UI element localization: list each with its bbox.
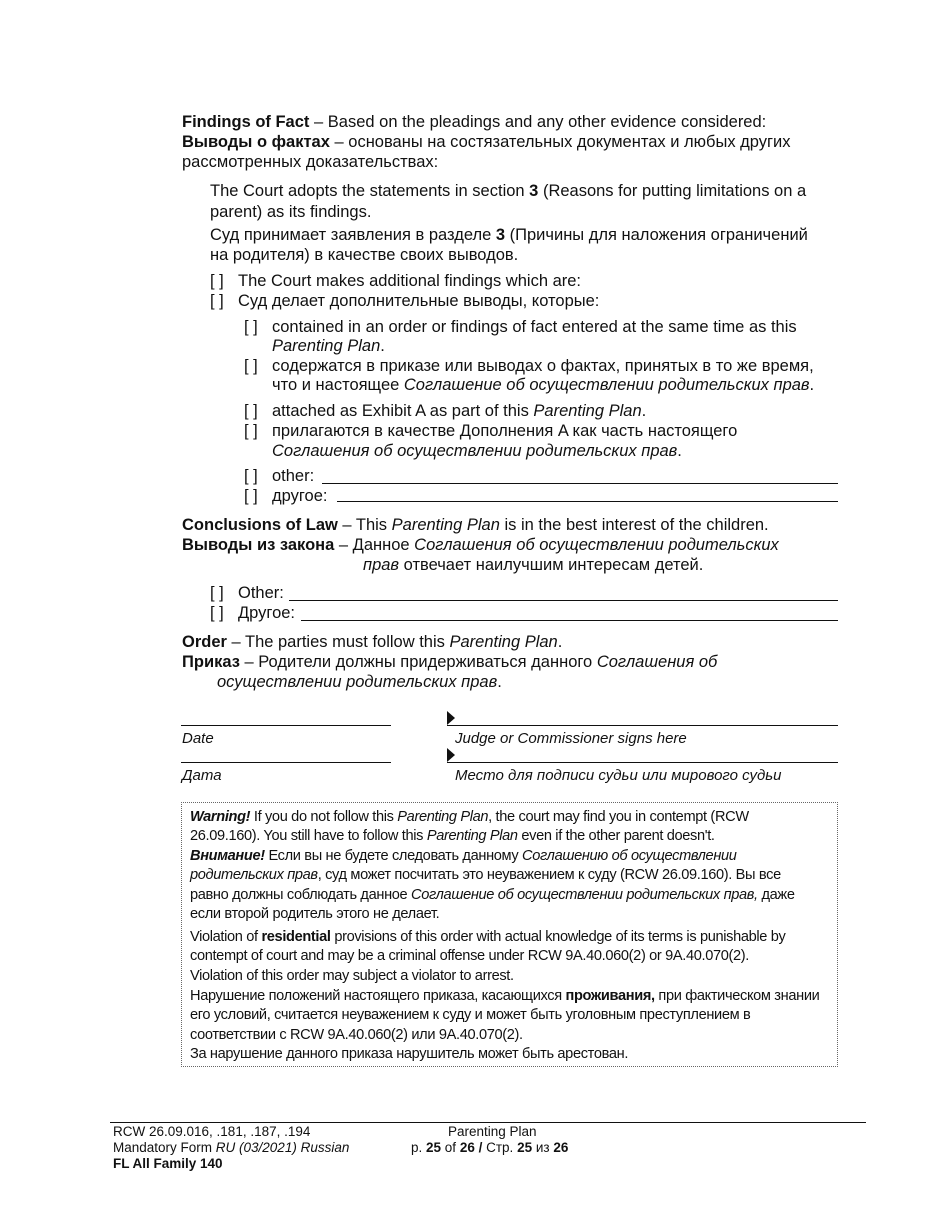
conclusions-ru-line2: прав отвечает наилучшим интересам детей. [363,556,704,574]
other-en-field[interactable] [322,483,838,484]
date-line[interactable] [181,725,391,726]
date-line-ru[interactable] [181,762,391,763]
warning-ru-line2: родительских прав, суд может посчитать это неуважением к суду (RCW 26.09.160). Вы все [190,867,781,883]
additional-findings-en: [ ] The Court makes additional findings which are: [210,272,582,290]
checkbox[interactable]: [ ] [244,318,258,336]
other-ru-field[interactable] [337,501,838,502]
violation-en-line1: Violation of residential provisions of this order with actual knowledge of its terms is punishable by [190,929,786,945]
checkbox[interactable]: [ ] [210,272,224,290]
order-ru-line2: осуществлении родительских прав. [217,673,502,691]
checkbox[interactable]: [ ] [244,467,258,485]
conclusions-other-en: [ ] Other: [210,584,284,602]
violation-ru-line1: Нарушение положений настоящего приказа, касающихся проживания, при фактическом знании [190,988,820,1004]
warning-ru-line4: если второй родитель этого не делает. [190,906,440,922]
conclusions-other-ru-field[interactable] [301,620,838,621]
checkbox[interactable]: [ ] [210,584,224,602]
footer-page-number: p. 25 of 26 / Стр. 25 из 26 [411,1140,569,1155]
date-label-en: Date [182,730,214,747]
violation-en-line3: Violation of this order may subject a violator to arrest. [190,968,514,984]
adopt-en-line1: The Court adopts the statements in section 3 (Reasons for putting limitations on a [210,182,807,200]
date-label-ru: Дата [182,767,222,784]
footer-rcw: RCW 26.09.016, .181, .187, .194 [113,1124,311,1139]
conclusions-en: Conclusions of Law – This Parenting Plan is in the best interest of the children. [182,516,769,534]
order-en: Order – The parties must follow this Parenting Plan. [182,633,563,651]
violation-ru-line4: За нарушение данного приказа нарушитель может быть арестован. [190,1046,629,1062]
violation-en-line2: contempt of court and may be a criminal offense under RCW 9A.40.060(2) or 9A.40.070(2). [190,948,750,964]
adopt-ru-line2: на родителя) в качестве своих выводов. [210,246,519,264]
checkbox[interactable]: [ ] [244,357,258,375]
footer-form-id: FL All Family 140 [113,1156,223,1171]
contained-ru-line2: что и настоящее Соглашение об осуществлении родительских прав. [272,376,815,394]
warning-en-line1: Warning! If you do not follow this Parenting Plan, the court may find you in contempt (RCW [190,809,749,825]
footer-title: Parenting Plan [448,1124,537,1139]
findings-text-ru: рассмотренных доказательствах: [182,153,439,171]
attached-ru: [ ] прилагаются в качестве Дополнения A как часть настоящего [244,422,738,440]
conclusions-other-ru: [ ] Другое: [210,604,296,622]
findings-heading-en: Findings of Fact – Based on the pleadings and any other evidence considered: [182,113,767,131]
warning-box [181,802,838,1067]
findings-heading-ru: Выводы о фактах – основаны на состязательных документах и любых других [182,133,791,151]
judge-label-en: Judge or Commissioner signs here [455,730,687,747]
checkbox[interactable]: [ ] [210,604,224,622]
sign-here-arrow-icon [447,711,455,725]
adopt-ru-line1: Суд принимает заявления в разделе 3 (Причины для наложения ограничений [210,226,808,244]
contained-en: [ ] contained in an order or findings of fact entered at the same time as this [244,318,797,336]
violation-ru-line3: соответствии с RCW 9A.40.060(2) или 9A.40.070(2). [190,1027,523,1043]
sign-here-arrow-icon [447,748,455,762]
checkbox[interactable]: [ ] [244,487,258,505]
other-ru: [ ] другое: [244,487,328,505]
order-ru: Приказ – Родители должны придерживаться данного Соглашения об [182,653,718,671]
footer-mandatory-form: Mandatory Form RU (03/2021) Russian [113,1140,350,1155]
attached-ru-line2: Соглашения об осуществлении родительских прав. [272,442,682,460]
checkbox[interactable]: [ ] [244,402,258,420]
warning-ru-line1: Внимание! Если вы не будете следовать данному Соглашению об осуществлении [190,848,737,864]
additional-findings-ru: [ ] Суд делает дополнительные выводы, которые: [210,292,600,310]
adopt-en-line2: parent) as its findings. [210,203,372,221]
other-en: [ ] other: [244,467,315,485]
attached-en: [ ] attached as Exhibit A as part of this Parenting Plan. [244,402,647,420]
checkbox[interactable]: [ ] [244,422,258,440]
conclusions-ru: Выводы из закона – Данное Соглашения об осуществлении родительских [182,536,779,554]
checkbox[interactable]: [ ] [210,292,224,310]
contained-ru: [ ] содержатся в приказе или выводах о фактах, принятых в то же время, [244,357,814,375]
warning-en-line2: 26.09.160). You still have to follow this Parenting Plan even if the other parent doesn't. [190,828,715,844]
judge-signature-line[interactable] [447,725,838,726]
violation-ru-line2: его условий, считается неуважением к суду и может быть уголовным преступлением в [190,1007,751,1023]
footer-divider [110,1122,866,1123]
conclusions-other-en-field[interactable] [289,600,838,601]
judge-label-ru: Место для подписи судьи или мирового судьи [455,767,782,784]
judge-signature-line-ru[interactable] [447,762,838,763]
contained-en-line2: Parenting Plan. [272,337,385,355]
warning-ru-line3: равно должны соблюдать данное Соглашение об осуществлении родительских прав, даже [190,887,795,903]
